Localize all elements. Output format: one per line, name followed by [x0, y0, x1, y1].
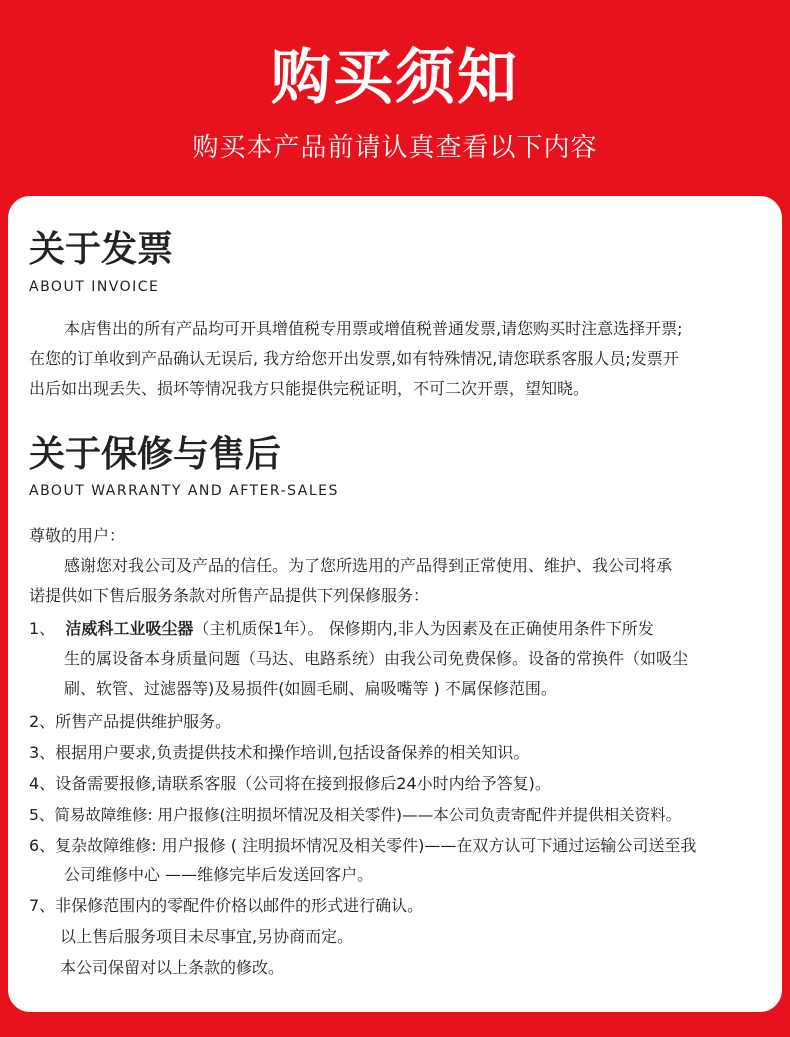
warranty-item: 6、复杂故障维修: 用户报修 ( 注明损坏情况及相关零件)——在双方认可下通过运输公司送至我 — [29, 836, 697, 855]
warranty-section-title: 关于保修与售后 — [29, 434, 282, 475]
invoice-line: 出后如出现丢失、损坏等情况我方只能提供完税证明，不可二次开票，望知晓。 — [29, 379, 590, 398]
warranty-item: 4、设备需要报修,请联系客服（公司将在接到报修后24小时内给予答复)。 — [29, 774, 551, 793]
warranty-intro-line: 感谢您对我公司及产品的信任。为了您所选用的产品得到正常使用、维护、我公司将承 — [64, 556, 673, 575]
warranty-section-subtitle: ABOUT WARRANTY AND AFTER-SALES — [29, 483, 339, 499]
invoice-section-subtitle: ABOUT INVOICE — [29, 279, 160, 295]
invoice-section-title: 关于发票 — [29, 229, 174, 270]
page-title: 购买须知 — [271, 43, 519, 113]
content-card — [8, 196, 782, 1012]
warranty-item: 2、所售产品提供维护服务。 — [29, 712, 232, 731]
warranty-item-1-line: 生的属设备本身质量问题（马达、电路系统）由我公司免费保修。设备的常换件（如吸尘 — [64, 649, 689, 668]
warranty-item: 7、非保修范围内的零配件价格以邮件的形式进行确认。 — [29, 896, 424, 915]
page-subtitle: 购买本产品前请认真查看以下内容 — [192, 133, 598, 163]
warranty-note: 本公司保留对以上条款的修改。 — [60, 958, 285, 977]
warranty-item-continued: 公司维修中心 ——维修完毕后发送回客户。 — [64, 865, 374, 884]
product-name: 洁威科工业吸尘器 — [65, 619, 194, 638]
invoice-line: 本店售出的所有产品均可开具增值税专用票或增值税普通发票,请您购买时注意选择开票; — [64, 319, 683, 338]
header-banner — [0, 0, 790, 196]
warranty-intro-line: 诺提供如下售后服务条款对所售产品提供下列保修服务： — [29, 586, 430, 605]
warranty-item: 5、简易故障维修: 用户报修(注明损坏情况及相关零件)——本公司负责寄配件并提供相关资料。 — [29, 806, 682, 824]
warranty-item-1-line: 刷、软管、过滤器等)及易损件(如圆毛刷、扁吸嘴等 ) 不属保修范围。 — [64, 679, 557, 698]
warranty-greeting: 尊敬的用户： — [29, 526, 126, 545]
item-number: 1、 — [29, 619, 56, 638]
item-text: （主机质保1年）。 保修期内,非人为因素及在正确使用条件下所发 — [193, 619, 654, 638]
invoice-line: 在您的订单收到产品确认无误后, 我方给您开出发票,如有特殊情况,请您联系客服人员;发票开 — [29, 349, 679, 368]
warranty-item: 3、根据用户要求,负责提供技术和操作培训,包括设备保养的相关知识。 — [29, 743, 530, 762]
warranty-note: 以上售后服务项目未尽事宜,另协商而定。 — [60, 927, 354, 946]
warranty-item-1 — [29, 614, 654, 644]
